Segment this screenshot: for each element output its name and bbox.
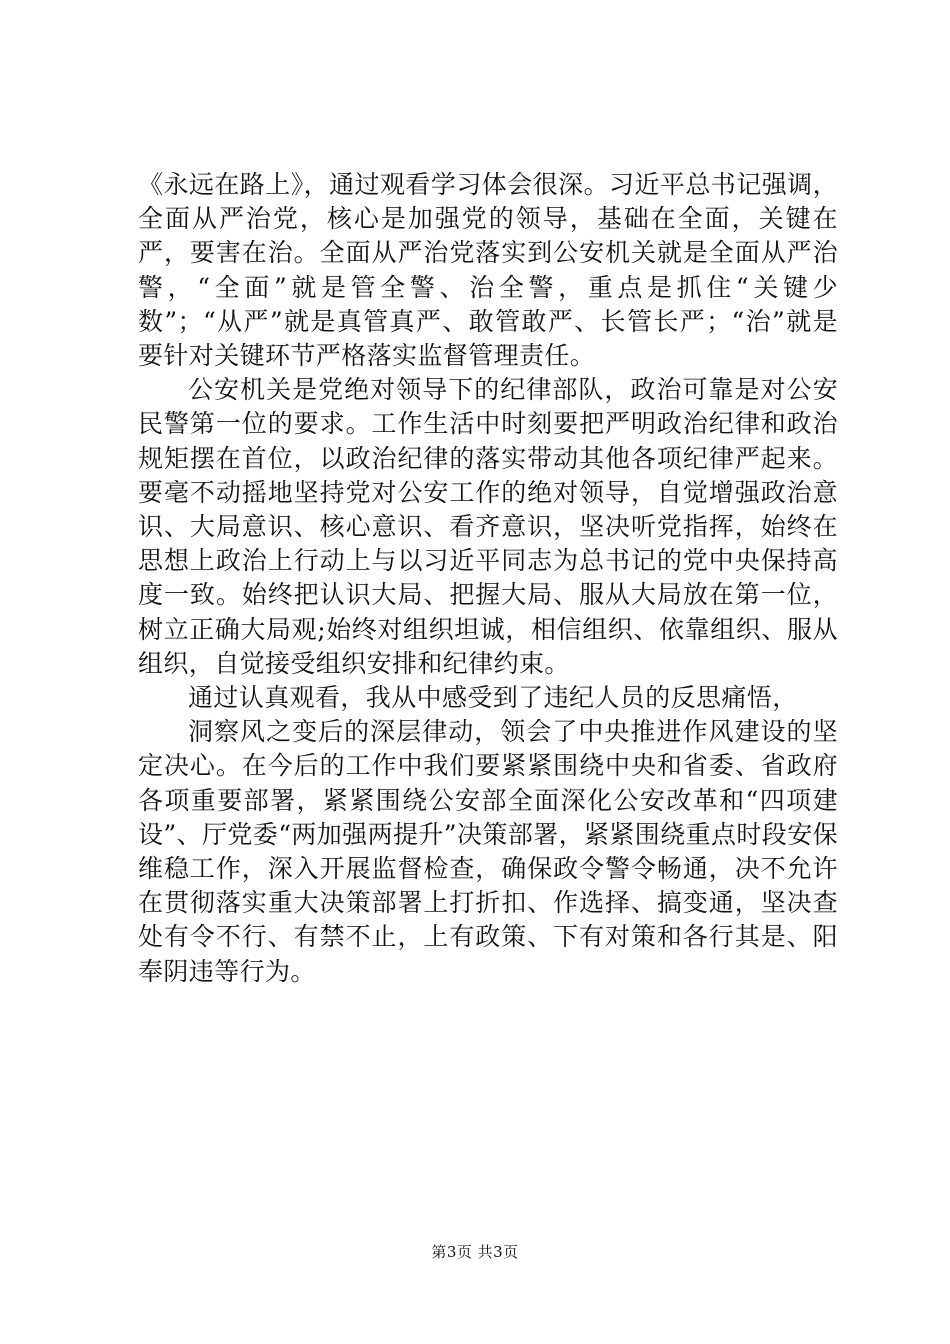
paragraph-3: 通过认真观看，我从中感受到了违纪人员的反思痛悟， bbox=[188, 683, 798, 713]
paragraph-4: 洞察风之变后的深层律动，领会了中央推进作风建设的坚定决心。在今后的工作中我们要紧紧围绕中央和省委、省政府各项重要部署，紧紧围绕公安部全面深化公安改革和“四项建设”、厅党委“两加强两提升”决策部署，紧紧围绕重点时段安保维稳工作，深入开展监督检查，确保政令警令畅通，决不允许在贯彻落实重大决策部署上打折扣、作选择、搞变通，坚决查处有令不行、有禁不止，上有政策、下有对策和各行其是、阳奉阴违等行为。 bbox=[138, 717, 838, 986]
paragraph-1: 《永远在路上》，通过观看学习体会很深。习近平总书记强调，全面从严治党，核心是加强党的领导，基础在全面，关键在严，要害在治。全面从严治党落实到公安机关就是全面从严治警，“全面”就是管全警、治全警，重点是抓住“关键少数”；“从严”就是真管真严、敢管敢严、长管长严；“治”就是要针对关键环节严格落实监督管理责任。 bbox=[138, 170, 838, 371]
page-number-footer: 第3页 共3页 bbox=[431, 1243, 519, 1261]
document-body bbox=[138, 168, 838, 989]
paragraph-2: 公安机关是党绝对领导下的纪律部队，政治可靠是对公安民警第一位的要求。工作生活中时刻要把严明政治纪律和政治规矩摆在首位，以政治纪律的落实带动其他各项纪律严起来。要毫不动摇地坚持党对公安工作的绝对领导，自觉增强政治意识、大局意识、核心意识、看齐意识，坚决听党指挥，始终在思想上政治上行动上与以习近平同志为总书记的党中央保持高度一致。始终把认识大局、把握大局、服从大局放在第一位，树立正确大局观;始终对组织坦诚，相信组织、依靠组织、服从组织，自觉接受组织安排和纪律约束。 bbox=[138, 375, 838, 678]
